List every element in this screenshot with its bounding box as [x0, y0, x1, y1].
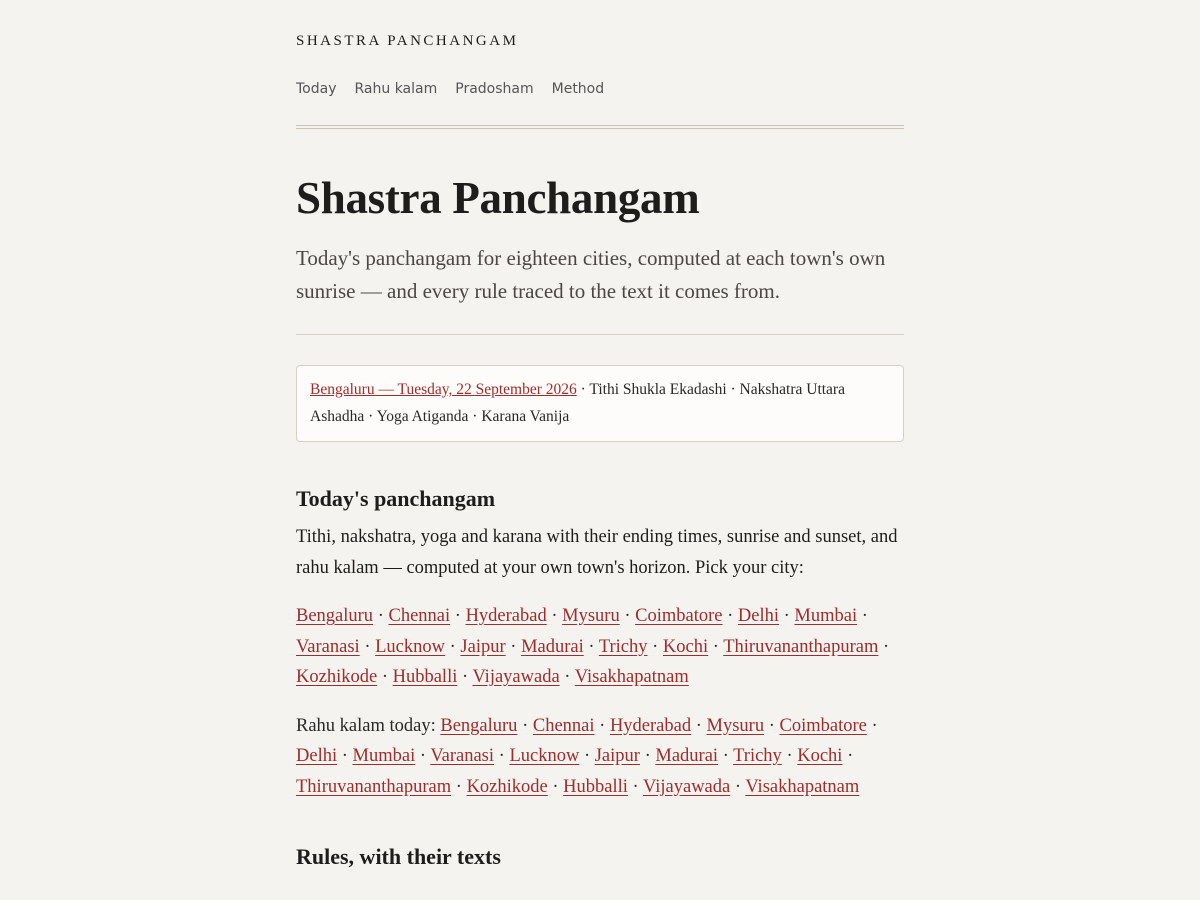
separator: ·	[647, 636, 663, 657]
separator: ·	[457, 667, 473, 687]
separator: ·	[373, 606, 389, 626]
separator: ·	[583, 636, 599, 657]
rahu-kalam-link-delhi[interactable]: Delhi	[296, 746, 338, 766]
rahu-kalam-link-hubballi[interactable]: Hubballi	[563, 776, 628, 797]
separator: ·	[639, 746, 656, 766]
rahu-kalam-link-kochi[interactable]: Kochi	[797, 746, 843, 766]
nav-method[interactable]: Method	[551, 81, 605, 97]
rahu-kalam-link-vijayawada[interactable]: Vijayawada	[643, 776, 731, 797]
city-link-bengaluru[interactable]: Bengaluru	[296, 606, 374, 626]
separator: ·	[594, 715, 610, 736]
today-summary-box	[296, 365, 904, 442]
separator: ·	[866, 715, 878, 736]
rahu-kalam-label: Rahu kalam today:	[296, 715, 441, 736]
city-link-mumbai[interactable]: Mumbai	[794, 606, 858, 626]
nav-today[interactable]: Today	[296, 81, 337, 97]
rahu-kalam-links	[296, 711, 904, 803]
nav-rahu-kalam[interactable]: Rahu kalam	[354, 81, 438, 97]
rahu-kalam-link-visakhapatnam[interactable]: Visakhapatnam	[745, 776, 860, 797]
city-link-visakhapatnam[interactable]: Visakhapatnam	[574, 667, 689, 687]
city-link-kochi[interactable]: Kochi	[662, 636, 709, 657]
separator: ·	[619, 606, 636, 626]
rahu-kalam-link-varanasi[interactable]: Varanasi	[430, 746, 495, 766]
separator: ·	[627, 776, 643, 797]
city-link-hubballi[interactable]: Hubballi	[392, 667, 458, 687]
separator: ·	[730, 776, 746, 797]
separator: ·	[579, 746, 595, 766]
city-link-chennai[interactable]: Chennai	[388, 606, 451, 626]
separator: ·	[764, 715, 780, 736]
city-link-lucknow[interactable]: Lucknow	[375, 636, 445, 657]
city-link-delhi[interactable]: Delhi	[737, 606, 779, 626]
page-lede: Today's panchangam for eighteen cities, computed at each town's own sunrise — and every rule traced to the text it comes from.	[296, 246, 886, 303]
separator: ·	[377, 667, 393, 687]
rahu-kalam-link-bengaluru[interactable]: Bengaluru	[440, 715, 518, 736]
separator: ·	[517, 715, 533, 736]
city-link-thiruvananthapuram[interactable]: Thiruvananthapuram	[723, 636, 879, 657]
rahu-kalam-link-thiruvananthapuram[interactable]: Thiruvananthapuram	[296, 776, 452, 797]
city-link-mysuru[interactable]: Mysuru	[562, 606, 620, 626]
city-links	[296, 601, 904, 693]
city-link-hyderabad[interactable]: Hyderabad	[465, 606, 547, 626]
today-date-link[interactable]: Bengaluru — Tuesday, 22 September 2026	[310, 381, 577, 398]
separator: ·	[878, 636, 890, 657]
separator: ·	[546, 606, 563, 626]
city-link-varanasi[interactable]: Varanasi	[296, 636, 360, 657]
separator: ·	[547, 776, 564, 797]
section-text-today: Tithi, nakshatra, yoga and karana with their ending times, sunrise and sunset, and rahu kalam — computed at your own town's horizon. Pick your city:	[296, 527, 898, 578]
nav-pradosham[interactable]: Pradosham	[455, 81, 534, 97]
separator: ·	[337, 746, 353, 766]
separator: ·	[451, 776, 467, 797]
rahu-kalam-link-coimbatore[interactable]: Coimbatore	[779, 715, 867, 736]
rahu-kalam-link-madurai[interactable]: Madurai	[655, 746, 719, 766]
separator: ·	[781, 746, 798, 766]
site-title: SHASTRA PANCHANGAM	[296, 33, 519, 49]
rahu-kalam-link-kozhikode[interactable]: Kozhikode	[466, 776, 548, 797]
city-link-trichy[interactable]: Trichy	[598, 636, 648, 657]
city-link-coimbatore[interactable]: Coimbatore	[635, 606, 723, 626]
separator: ·	[494, 746, 510, 766]
separator: ·	[359, 636, 376, 657]
separator: ·	[708, 636, 724, 657]
separator: ·	[842, 746, 854, 766]
top-nav	[296, 79, 904, 99]
separator: ·	[505, 636, 522, 657]
rahu-kalam-link-hyderabad[interactable]: Hyderabad	[609, 715, 692, 736]
page-title: Shastra Panchangam	[296, 173, 700, 223]
separator: ·	[722, 606, 738, 626]
rahu-kalam-link-jaipur[interactable]: Jaipur	[594, 746, 640, 766]
separator: ·	[857, 606, 868, 626]
section-divider	[296, 334, 904, 335]
rahu-kalam-link-chennai[interactable]: Chennai	[532, 715, 595, 736]
city-link-madurai[interactable]: Madurai	[521, 636, 584, 657]
separator: ·	[779, 606, 795, 626]
separator: ·	[559, 667, 575, 687]
separator: ·	[445, 636, 461, 657]
rahu-kalam-link-mumbai[interactable]: Mumbai	[352, 746, 416, 766]
separator: ·	[415, 746, 431, 766]
header-divider	[296, 125, 904, 129]
section-heading-today: Today's panchangam	[296, 486, 496, 511]
rahu-kalam-link-mysuru[interactable]: Mysuru	[706, 715, 765, 736]
section-heading-rules: Rules, with their texts	[296, 844, 501, 869]
today-details: · Tithi Shukla Ekadashi · Nakshatra Uttara Ashadha · Yoga Atiganda · Karana Vanija	[310, 381, 845, 425]
city-link-jaipur[interactable]: Jaipur	[460, 636, 506, 657]
city-link-kozhikode[interactable]: Kozhikode	[296, 667, 378, 687]
rahu-kalam-link-lucknow[interactable]: Lucknow	[509, 746, 580, 766]
separator: ·	[718, 746, 734, 766]
separator: ·	[691, 715, 707, 736]
separator: ·	[450, 606, 466, 626]
page	[296, 0, 904, 872]
city-link-vijayawada[interactable]: Vijayawada	[472, 667, 560, 687]
rahu-kalam-link-trichy[interactable]: Trichy	[733, 746, 782, 766]
